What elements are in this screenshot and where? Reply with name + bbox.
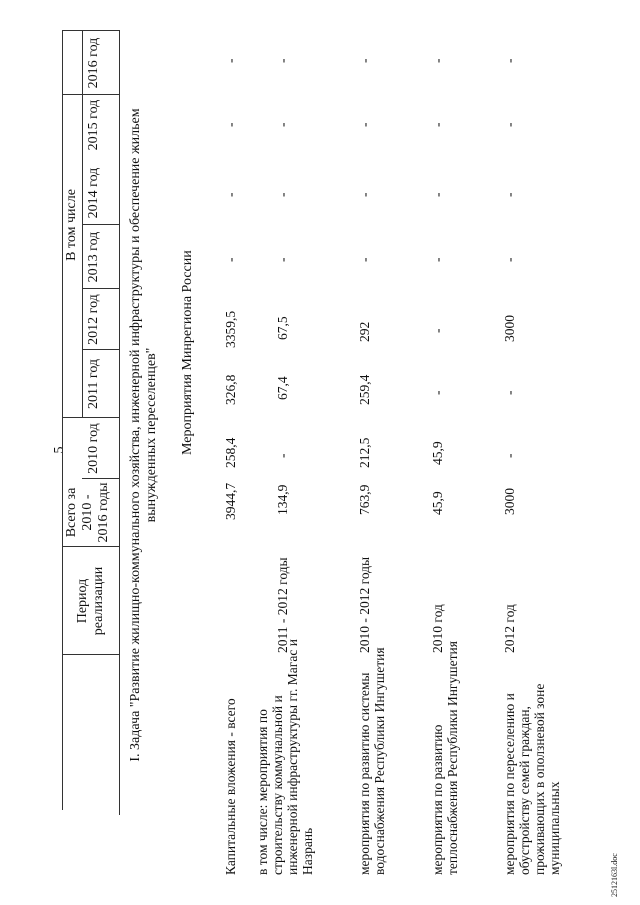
cell-2011: - <box>430 390 445 395</box>
cell-2010: 258,4 <box>223 437 238 468</box>
header-divider <box>62 654 119 655</box>
row-label: в том числе: мероприятия по строительству коммунальной и инженерной инфраструктуры гг. Магас и Назрань <box>255 639 315 875</box>
header-divider <box>62 417 119 418</box>
section-title: Мероприятия Минрегиона России <box>180 250 195 455</box>
row-label: мероприятия по развитию системы водоснабжения Республики Ингушетия <box>357 647 387 875</box>
cell-2016: - <box>430 58 445 63</box>
cell-2014: - <box>357 192 372 197</box>
header-including: В том числе <box>64 189 79 261</box>
cell-2016: - <box>275 58 290 63</box>
cell-2012: 3000 <box>502 315 517 342</box>
header-divider <box>82 349 119 350</box>
row-period: 2012 год <box>502 604 517 653</box>
header-divider <box>82 224 119 225</box>
cell-2016: - <box>357 58 372 63</box>
row-total: 3000 <box>502 488 517 515</box>
header-year: 2014 год <box>86 167 101 219</box>
cell-2015: - <box>275 122 290 127</box>
header-total: Всего за 2010 - 2016 годы <box>64 482 111 543</box>
header-year: 2015 год <box>86 99 101 151</box>
row-period: 2010 - 2012 годы <box>357 556 372 653</box>
header-top-line <box>62 30 63 810</box>
cell-2013: - <box>275 257 290 262</box>
header-year: 2013 год <box>86 231 101 283</box>
footer-doc-code: 2512163l.doc <box>610 853 619 897</box>
cell-2012: 3359,5 <box>223 310 238 348</box>
header-divider <box>62 546 119 547</box>
row-label: мероприятия по переселению и обустройству семей граждан, проживающих в оползневой зоне муниципальных <box>502 683 562 875</box>
row-label: мероприятия по развитию теплоснабжения Республики Ингушетия <box>430 641 460 875</box>
row-label: Капитальные вложения - всего <box>223 698 238 875</box>
header-divider <box>82 288 119 289</box>
cell-2010: 45,9 <box>430 441 445 465</box>
row-total: 3944,7 <box>223 482 238 520</box>
cell-2014: - <box>275 192 290 197</box>
cell-2015: - <box>430 122 445 127</box>
page-number: 5 <box>52 446 67 454</box>
cell-2016: - <box>223 58 238 63</box>
cell-2014: - <box>223 192 238 197</box>
cell-2013: - <box>502 257 517 262</box>
header-year: 2016 год <box>86 37 101 89</box>
cell-2010: - <box>275 453 290 458</box>
row-total: 763,9 <box>357 484 372 515</box>
header-period: Период реализации <box>75 566 106 636</box>
header-divider <box>62 30 119 31</box>
cell-2010: - <box>502 453 517 458</box>
cell-2013: - <box>357 257 372 262</box>
cell-2012: 292 <box>357 321 372 342</box>
row-total: 134,9 <box>275 484 290 515</box>
row-period: 2010 год <box>430 604 445 653</box>
cell-2012: 67,5 <box>275 316 290 340</box>
cell-2013: - <box>430 257 445 262</box>
cell-2015: - <box>502 122 517 127</box>
cell-2010: 212,5 <box>357 437 372 468</box>
cell-2014: - <box>502 192 517 197</box>
cell-2011: - <box>502 390 517 395</box>
header-year: 2012 год <box>86 294 101 345</box>
cell-2015: - <box>223 122 238 127</box>
cell-2015: - <box>357 122 372 127</box>
cell-2014: - <box>430 192 445 197</box>
cell-2013: - <box>223 257 238 262</box>
header-bottom-line <box>119 30 120 815</box>
cell-2011: 326,8 <box>223 374 238 405</box>
header-year: 2011 год <box>86 358 101 410</box>
row-period: 2011 - 2012 годы <box>275 557 290 653</box>
header-divider <box>82 478 119 479</box>
task-title: I. Задача "Развитие жилищно-коммунального хозяйства, инженерной инфраструктуры и обеспечение жильем вынужденных переселенцев" <box>128 108 159 762</box>
header-divider <box>62 94 119 95</box>
header-year: 2010 год <box>86 423 101 474</box>
row-total: 45,9 <box>430 491 445 515</box>
cell-2012: - <box>430 328 445 333</box>
cell-2011: 259,4 <box>357 374 372 405</box>
cell-2011: 67,4 <box>275 376 290 400</box>
cell-2016: - <box>502 58 517 63</box>
